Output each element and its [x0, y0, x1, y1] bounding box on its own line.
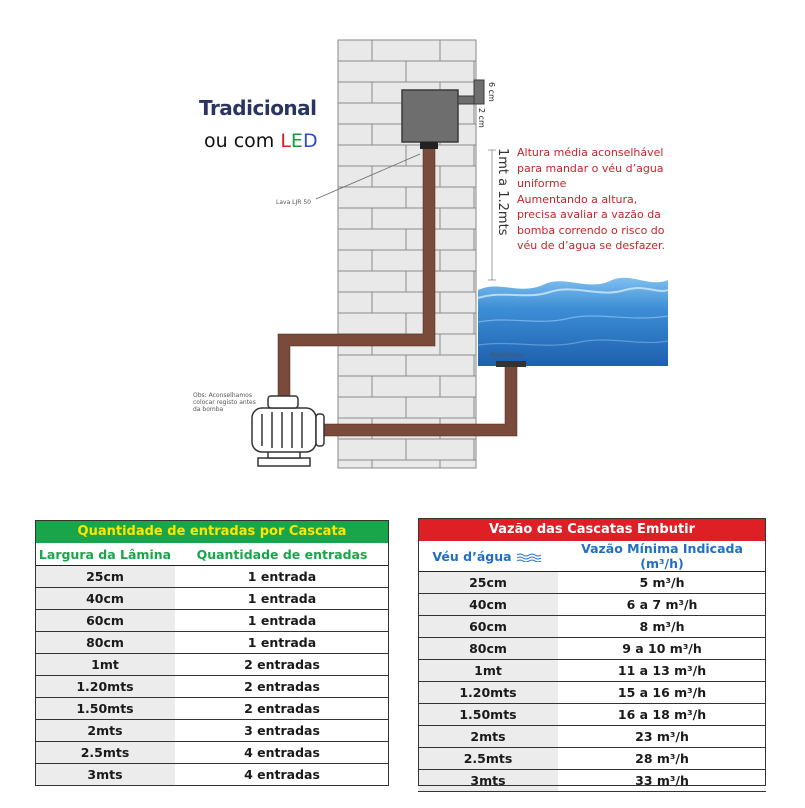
value-cell: 2 entradas — [175, 676, 389, 698]
brick — [474, 229, 476, 250]
brick — [406, 355, 474, 376]
value-cell: 28 m³/h — [558, 748, 766, 770]
value-cell: 6 a 7 m³/h — [558, 594, 766, 616]
value-cell: 9 a 10 m³/h — [558, 638, 766, 660]
size-cell: 2.5mts — [35, 742, 175, 764]
size-cell: 1.50mts — [35, 698, 175, 720]
value-cell: 4 entradas — [175, 764, 389, 786]
brick — [440, 40, 476, 61]
brick — [440, 166, 476, 187]
entries-row — [35, 632, 389, 654]
brick — [406, 61, 474, 82]
brick — [406, 313, 474, 334]
brick — [440, 250, 476, 271]
col-veil-header: Véu d’água — [418, 541, 558, 572]
brick — [440, 292, 476, 313]
brick — [372, 376, 440, 397]
water-wave-icon — [516, 552, 544, 562]
size-cell: 1.50mts — [418, 704, 558, 726]
brick — [372, 40, 440, 61]
value-cell: 2 entradas — [175, 654, 389, 676]
flow-table-title: Vazão das Cascatas Embutir — [418, 518, 766, 541]
value-cell: 4 entradas — [175, 742, 389, 764]
height-range-label: 1mt a 1.2mts — [495, 148, 510, 236]
brick — [474, 145, 476, 166]
drain-label: Ralo/Dreno — [490, 352, 524, 359]
size-cell: 25cm — [418, 572, 558, 594]
size-cell: 2.5mts — [418, 748, 558, 770]
entries-row — [35, 588, 389, 610]
entries-table — [35, 520, 389, 786]
brick — [338, 61, 406, 82]
size-cell: 3mts — [35, 764, 175, 786]
entries-table-title: Quantidade de entradas por Cascata — [35, 520, 389, 543]
size-cell: 2mts — [418, 726, 558, 748]
brick — [338, 40, 372, 61]
entries-row — [35, 654, 389, 676]
brick — [338, 355, 406, 376]
brick — [474, 271, 476, 292]
size-cell: 1.20mts — [35, 676, 175, 698]
size-cell: 1.20mts — [418, 682, 558, 704]
value-cell: 16 a 18 m³/h — [558, 704, 766, 726]
brick — [338, 292, 372, 313]
flow-row — [418, 682, 766, 704]
height-advice-note: Altura média aconselhável para mandar o véu d’agua uniforme Aumentando a altura, precisa avaliar a vazão da bomba correndo o risco do véu de d’agua se desfazer. — [517, 146, 666, 252]
brick — [440, 460, 476, 468]
brick — [406, 229, 474, 250]
value-cell: 8 m³/h — [558, 616, 766, 638]
brick — [338, 124, 372, 145]
brick — [406, 397, 474, 418]
brick — [440, 334, 476, 355]
brick — [338, 82, 372, 103]
brick — [474, 187, 476, 208]
entries-row — [35, 764, 389, 786]
obs-note: Obs: Aconselhamos colocar registo antes da bomba — [193, 392, 256, 413]
value-cell: 11 a 13 m³/h — [558, 660, 766, 682]
flow-row — [418, 704, 766, 726]
value-cell: 23 m³/h — [558, 726, 766, 748]
size-cell: 3mts — [418, 770, 558, 792]
value-cell: 5 m³/h — [558, 572, 766, 594]
brick — [406, 187, 474, 208]
col-entries-header: Quantidade de entradas — [175, 543, 389, 566]
brick — [338, 103, 406, 124]
flow-row — [418, 770, 766, 792]
brick — [338, 187, 406, 208]
value-cell: 2 entradas — [175, 698, 389, 720]
brick — [338, 145, 406, 166]
size-cell: 1mt — [418, 660, 558, 682]
entries-row — [35, 610, 389, 632]
brick — [338, 439, 406, 460]
value-cell: 3 entradas — [175, 720, 389, 742]
value-cell: 1 entrada — [175, 610, 389, 632]
diagram-subtitle: ou com LED — [204, 130, 318, 152]
flow-row — [418, 726, 766, 748]
brick — [338, 208, 372, 229]
brick — [474, 61, 476, 82]
brick — [338, 376, 372, 397]
brick — [338, 271, 406, 292]
value-cell: 15 a 16 m³/h — [558, 682, 766, 704]
flow-row — [418, 594, 766, 616]
size-cell: 40cm — [418, 594, 558, 616]
entries-row — [35, 698, 389, 720]
value-cell: 1 entrada — [175, 588, 389, 610]
brick — [474, 313, 476, 334]
pump-icon — [252, 396, 324, 466]
brick — [338, 166, 372, 187]
col-flow-header: Vazão Mínima Indicada (m³/h) — [558, 541, 766, 572]
flow-row — [418, 748, 766, 770]
brick — [372, 460, 440, 468]
size-cell: 1mt — [35, 654, 175, 676]
flow-row — [418, 638, 766, 660]
entries-row — [35, 566, 389, 588]
brick — [338, 229, 406, 250]
size-cell: 40cm — [35, 588, 175, 610]
value-cell: 1 entrada — [175, 566, 389, 588]
brick — [338, 313, 406, 334]
size-cell: 2mts — [35, 720, 175, 742]
brick — [440, 208, 476, 229]
size-cell: 80cm — [418, 638, 558, 660]
brick — [406, 439, 474, 460]
dim-6cm-label: 6 cm — [487, 82, 496, 102]
diagram-title: Tradicional — [199, 96, 317, 120]
brick — [338, 250, 372, 271]
entries-row — [35, 676, 389, 698]
entries-row — [35, 720, 389, 742]
brick — [440, 376, 476, 397]
flow-table — [418, 518, 766, 792]
brick — [474, 439, 476, 460]
brick — [338, 460, 372, 468]
size-cell: 80cm — [35, 632, 175, 654]
flow-row — [418, 616, 766, 638]
entries-row — [35, 742, 389, 764]
size-cell: 60cm — [418, 616, 558, 638]
lamp-label: Lava LJR 50 — [276, 199, 311, 206]
brick — [406, 271, 474, 292]
col-width-header: Largura da Lâmina — [35, 543, 175, 566]
brick — [474, 397, 476, 418]
dim-2cm-label: 2 cm — [477, 108, 486, 128]
size-cell: 60cm — [35, 610, 175, 632]
value-cell: 1 entrada — [175, 632, 389, 654]
brick — [474, 355, 476, 376]
flow-row — [418, 572, 766, 594]
drain-fitting — [496, 361, 526, 367]
flow-row — [418, 660, 766, 682]
size-cell: 25cm — [35, 566, 175, 588]
brick — [474, 103, 476, 124]
brick — [338, 397, 406, 418]
value-cell: 33 m³/h — [558, 770, 766, 792]
